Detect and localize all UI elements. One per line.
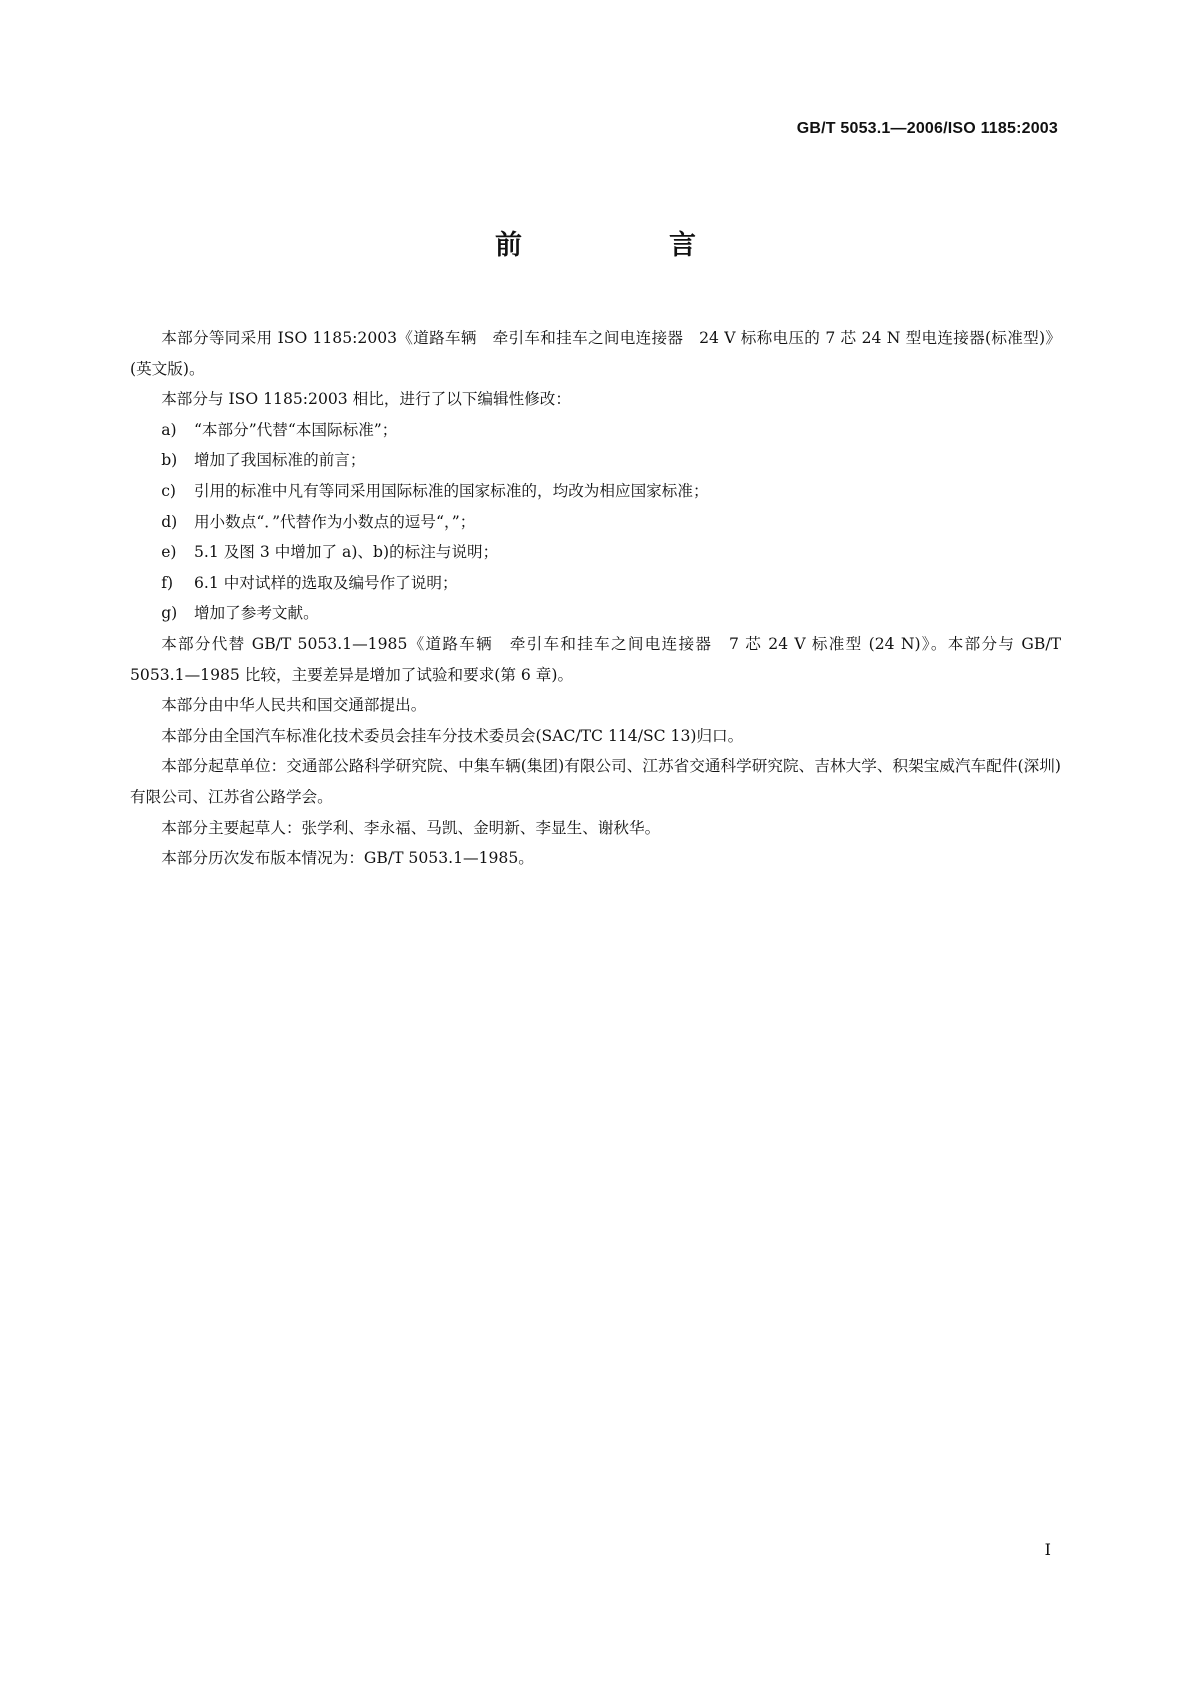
list-item [130, 537, 1061, 568]
page-number: I [1044, 1540, 1051, 1559]
list-marker: g) [161, 604, 178, 623]
list-item [130, 476, 1061, 507]
list-item-text: 增加了参考文献。 [193, 604, 319, 623]
list-item-text: 增加了我国标准的前言； [193, 451, 366, 470]
paragraph-drafters: 本部分主要起草人：张学利、李永福、马凯、金明新、李显生、谢秋华。 [161, 818, 661, 837]
paragraph-centralized-by: 本部分由全国汽车标准化技术委员会挂车分技术委员会(SAC/TC 114/SC 13)归口。 [161, 726, 744, 745]
list-marker: d) [161, 512, 178, 531]
list-item [130, 568, 1061, 599]
list-marker: e) [161, 543, 177, 562]
standard-code-header: GB/T 5053.1—2006/ISO 1185:2003 [796, 120, 1058, 137]
list-item [130, 445, 1061, 476]
list-item-text: 用小数点“．”代替作为小数点的逗号“，”； [193, 512, 476, 531]
foreword-body [130, 323, 1061, 874]
list-marker: f) [161, 573, 174, 592]
page-title: 前 言 [495, 230, 756, 261]
paragraph-proposed-by: 本部分由中华人民共和国交通部提出。 [161, 696, 427, 715]
list-item-text: 6.1 中对试样的选取及编号作了说明； [193, 573, 458, 592]
paragraph-replaces: 本部分代替 GB/T 5053.1—1985《道路车辆 牵引车和挂车之间电连接器 7 芯 24 V 标准型 (24 N)》。本部分与 GB/T 5053.1—1985 比较，主要差异是增加了试验和要求(第 6 章)。 [130, 634, 1061, 684]
list-item [130, 415, 1061, 446]
paragraph-modifications-intro: 本部分与 ISO 1185:2003 相比，进行了以下编辑性修改： [161, 390, 571, 409]
list-item-text: 5.1 及图 3 中增加了 a)、b)的标注与说明； [193, 543, 499, 562]
list-marker: c) [161, 481, 177, 500]
list-item [130, 598, 1061, 629]
list-item-text: “本部分”代替“本国际标准”； [193, 420, 398, 439]
paragraph-adoption: 本部分等同采用 ISO 1185:2003《道路车辆 牵引车和挂车之间电连接器 24 V 标称电压的 7 芯 24 N 型电连接器(标准型)》(英文版)。 [130, 329, 1061, 378]
list-item [130, 507, 1061, 538]
list-marker: b) [161, 451, 178, 470]
list-marker: a) [161, 420, 177, 439]
paragraph-release-history: 本部分历次发布版本情况为：GB/T 5053.1—1985。 [161, 849, 534, 868]
paragraph-drafting-units: 本部分起草单位：交通部公路科学研究院、中集车辆(集团)有限公司、江苏省交通科学研究院、吉林大学、积架宝威汽车配件(深圳)有限公司、江苏省公路学会。 [130, 757, 1061, 806]
list-item-text: 引用的标准中凡有等同采用国际标准的国家标准的，均改为相应国家标准； [193, 481, 709, 500]
